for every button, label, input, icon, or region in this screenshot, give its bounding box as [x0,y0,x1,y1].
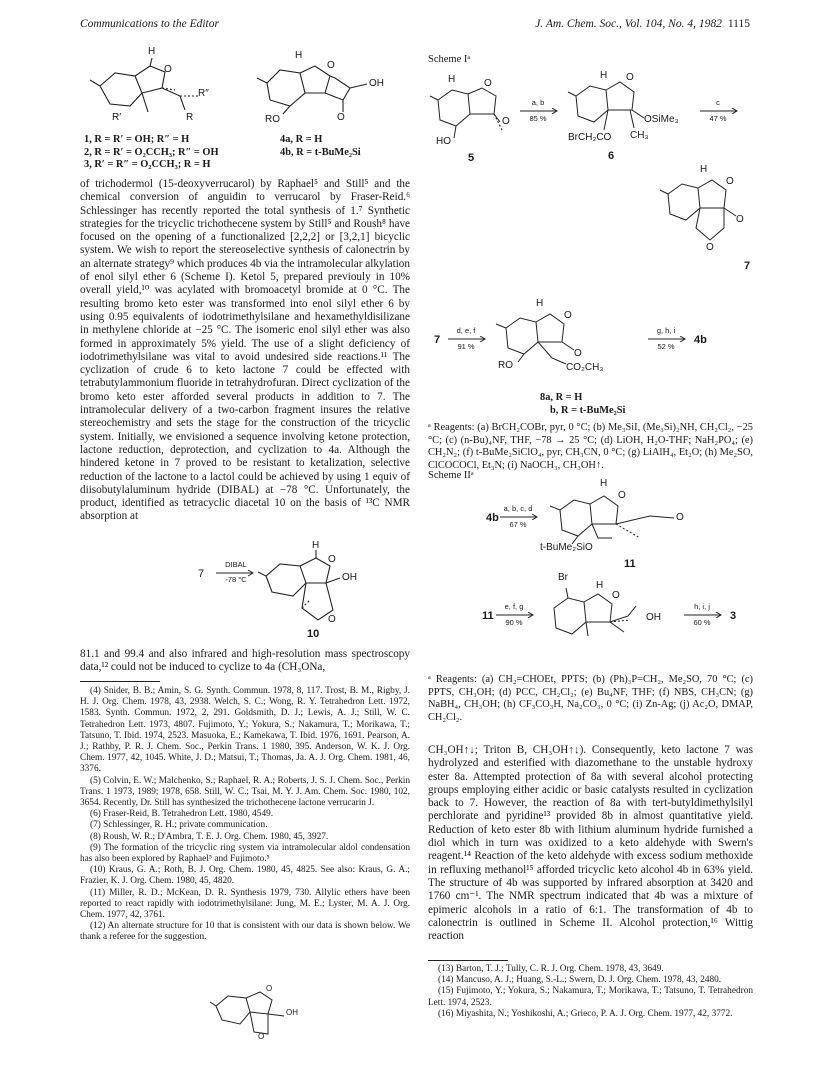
reagent-top: DIBAL [225,560,247,569]
ro-label: RO [498,360,513,371]
reagent-bottom: -78 °C [225,575,247,584]
footnote: (7) Schlessinger, R. H.; private communication. [90,820,268,831]
page-number: 1115 [727,18,750,30]
reagents-footnote: ᵃ Reagents: (a) CH₂=CHOEt, PPTS; (b) (Ph)₃P=CH₂, Me₂SO, 70 °C; (c) PPTS, CH₃OH; (d) PCC, CH₂Cl₂; (e) Bu₄NF, THF; (f) NBS, CH₃CN; (g) NaBH₄, CH₃OH; (h) CF₃CO₃H, Na₂CO₃, 0 °C; (i) Zn-Ag; (j) Ac₂O, DMAP, CH₂Cl₂. [428,674,753,723]
scheme-2-title: Scheme IIᵃ [428,470,474,481]
o-label: O [736,214,744,225]
ro-label: RO [265,114,280,125]
compound-labels-8 [540,392,625,417]
paragraph: CH₃OH↑↓; Triton B, CH₃OH↑↓). Consequently, keto lactone 7 was hydrolyzed and esterified with diazomethane to the unstable hydroxy ester 8a. Attempted protection of 8a with several alcohol protecting groups employing either acidic or basic catalysts resulted in cyclization back to 7. However, the reaction of 8a with tert-butyldimethylsilyl perchlorate and pyridine¹³ provided 8b in almost quantitative yield. Reduction of keto ester 8b with lithium aluminum hydride furnished a diol which in turn was oxidized to a keto aldehyde with Swern's reagent.¹⁴ Reaction of the keto aldehyde with excess sodium methoxide in refluxing methanol¹⁵ afforded tricyclic keto alcohol 4b in 63% yield. The structure of 4b was supported by infrared absorption at 3420 and 1760 cm⁻¹. The NMR spectrum indicated that 4b was a mixture of epimeric alcohols in a ratio of 6:1. The transformation of 4b to calonectrin is outlined in Scheme II. Alcohol protection,¹⁶ Wittig reaction [428,744,753,943]
o-label: O [502,116,510,127]
osime3-label: OSiMe₃ [644,114,679,125]
scheme-1-title: Scheme Iᵃ [428,54,471,65]
structure-4 [255,48,395,128]
dibal-reaction [80,540,410,640]
right-footnotes [428,964,753,1020]
o-label: O [612,590,620,601]
footnote: (8) Roush, W. R.; D'Ambra, T. E. J. Org. Chem. 1980, 45, 3927. [90,831,329,842]
paragraph: 81.1 and 99.4 and also infrared and high-resolution mass spectroscopy data,¹² could not be induced to cyclize to 4a (CH₃ONa, [80,648,410,674]
label-line: 3, R′ = R″ = O₂CCH₃; R = H [84,159,211,170]
step-reagents: c [716,98,720,107]
structure-7 [660,164,760,274]
scheme-2-reagents [428,674,753,724]
oh-label: OH [646,612,661,623]
footnote-rule [80,681,160,682]
footnote: (4) Snider, B. B.; Amin, S. G. Synth. Commun. 1978, 8, 117. Trost, B. M., Rigby, J. H. J. Org. Chem. 1978, 43, 2938. Welch, S. C.; Wong, R. Y. Tetrahedron Lett. 1972, 1583. Synth. Commun. 1972, 2, 291. Goldsmith, D. J.; Lewis, A. J.; Still, W. C. Tetrahedron Lett. 1973, 4807. Fujimoto, Y.; Yokura, S.; Nakamura, T.; Morikawa, T.; Tatsuno, T. Ibid. 1974, 2523. Masuoka, E.; Kamekawa, T. Ibid. 1976, 1691. Pearson, A. J.; Rathby, P. R. J. Chem. Soc., Perkin Trans. 1 1980, 395. Anderson, W. K. J. Org. Chem. 1977, 42, 1045. White, J. D.; Matsui, T.; Thomas, Ja. A. J. Org. Chem. 1981, 46, 3376. [80,686,410,775]
footnote: (16) Miyashita, N.; Yoshikoshi, A.; Grieco, P. A. J. Org. Chem. 1977, 42, 3772. [438,1008,733,1019]
footnote: (6) Fraser-Reid, B. Tetrahedron Lett. 1980, 4549. [90,809,274,820]
o-label: O [258,1032,265,1041]
product-4b-label: 4b [694,334,707,346]
compound-7-label: 7 [198,568,205,580]
brch2co-label: BrCH₂CO [568,132,612,143]
o-label: O [328,614,336,625]
structure-11 [540,478,710,568]
o-label: O [328,554,336,565]
h-label: H [600,478,608,489]
oh-label: OH [369,78,384,89]
label-line: 8a, R = H [540,392,583,403]
compound-labels-4 [280,134,410,159]
footnote: (14) Mancuso, A. J.; Huang, S.-L.; Swern, D. J. Org. Chem. 1978, 43, 2480. [438,975,722,986]
step-reagents: e, f, g [504,602,524,611]
compound-11-label: 11 [624,558,636,570]
product-3-label: 3 [730,610,737,622]
paragraph: of trichodermol (15-deoxyverrucarol) by Raphael⁵ and Still⁵ and the chemical conversion of anguidin to verrucarol by Fraser-Reid.⁶ Schlessinger has recently reported the total synthesis of 1.⁷ Synthetic strategies for the tricyclic trichothecene system by Still⁵ and Roush⁸ have focused on the opening of a functionalized [2,2,2] or [3,2,1] bicyclic system. We wish to report the stereoselective synthesis of calonectrin by an alternate strategy⁹ which produces 4b via the intramolecular alkylation of enol silyl ether 6 (Scheme I). Ketol 5, prepared previouly in 10% overall yield,¹⁰ was acylated with bromoacetyl bromide at 0 °C. The resulting bromo keto ester was transformed into enol silyl ether 6 by using 0.95 equivalents of iodotrimethylsilane and hexamethyldisilizane in methylene chloride at −25 °C. The isomeric enol silyl ether was also formed in approximately 5% yield. The use of a slight deficiency of iodotrimethylsilane was vital to avoid undesired side reactions.¹¹ The cyclization of crude 6 to keto lactone 7 could be effected with tetrabutylammonium fluoride in tetrahydrofuran. Direct cyclization of the bromo keto ester afforded several products in addition to 7. The intramolecular delivery of a two-carbon fragment insures the relative stereochemistry and sets the stage for the construction of the tricyclic system. Initially, we envisioned a sequence involving ketone protection, lactone reduction, deprotection, and cyclization to 4a. Although the hindered ketone in 7 proved to be resistant to ketalization, selective reduction of the lactone to a lactol could be achieved by using 1 equiv of diisobutylaluminum hydride (DIBAL) at −78 °C. Unfortunately, the product, identified as tetracyclic diacetal 10 on the basis of ¹³C NMR absorption at [80,178,410,523]
o-label: O [484,78,492,89]
step-yield: 85 % [529,114,547,123]
label-line: b, R = t-BuMe₂Si [550,404,626,416]
label-line: 4a, R = H [280,134,323,145]
br-label: Br [558,572,568,583]
o-label: O [564,310,572,321]
compound-11-label: 11 [482,610,494,622]
footnote: (10) Kraus, G. A.; Roth, B. J. Org. Chem. 1980, 45, 4825. See also: Kraus, G. A.; Frazier, K. J. Org. Chem. 1980, 45, 4820. [80,865,410,887]
co2ch3-label: CO₂CH₃ [566,362,604,373]
step-yield: 67 % [509,520,527,529]
ch3-label: CH₃ [630,130,649,141]
label-line: 2, R = R′ = O₂CCH₃; R″ = OH [84,146,219,158]
running-head-left: Communications to the Editor [80,18,219,30]
h-label: H [312,540,320,551]
o-label: O [327,60,335,71]
structure-trichothecene-1-3 [90,48,210,128]
step-yield: 52 % [657,342,675,351]
structure-6 [568,66,688,166]
footnote: (12) An alternate structure for 10 that is consistent with our data is shown below. We thank a referee for the suggestion. [80,921,410,943]
h-label: H [536,298,544,309]
structure-8 [496,298,636,388]
oh-label: OH [342,572,357,583]
h-label: H [700,164,708,175]
h-label: H [596,580,604,591]
step-reagents: h, i, j [694,602,710,611]
o-label: O [618,490,626,501]
step-reagents: a, b [531,98,545,107]
journal-citation: J. Am. Chem. Soc., Vol. 104, No. 4, 1982 [535,18,722,30]
oh-label: OH [286,1008,298,1017]
h-label: H [148,46,156,57]
footnote-rule [428,960,508,961]
structure-bromo [540,572,680,656]
start-4b-label: 4b [486,512,499,524]
label-line: 4b, R = t-BuMe₂Si [280,146,361,158]
step-yield: 60 % [693,618,711,627]
structure-5 [430,72,510,162]
label-line: 1, R = R′ = OH; R″ = H [84,134,190,145]
footnote: (11) Miller, R. D.; McKean, D. R. Synthesis 1979, 730. Allylic ethers have been reported to react rapidly with iodotrimethylsilane: Jung, M. E.; Lyster, M. A. J. Org. Chem. 1977, 42, 3761. [80,887,410,921]
footnote: (5) Colvin, E. W.; Malchenko, S.; Raphael, R. A.; Roberts, J. S. J. Chem. Soc., Perkin Trans. 1 1973, 1989; 1978, 658. Still, W. C.; Tsai, M. Y. J. Am. Chem. Soc. 1980, 102, 3654. Recently, Dr. Still has synthesized the trichothecene lactone verrucarin J. [80,775,410,809]
o-label: O [626,72,634,83]
structure-10-alternate [210,982,320,1044]
step-yield: 90 % [505,618,523,627]
compound-10-label: 10 [307,628,320,640]
ho-label: HO [436,136,451,147]
o-label: O [706,242,714,253]
compound-7-label: 7 [434,334,441,346]
footnote: (13) Barton, T. J.; Tully, C. R. J. Org. Chem. 1978, 43, 3649. [438,964,664,974]
compound-6-label: 6 [608,150,615,162]
r-label: R [186,112,194,123]
footnote: (9) The formation of the tricyclic ring system via intramolecular aldol condensation has also been explored by Raphael⁵ and Fujimoto.⁵ [80,842,410,865]
o-label: O [726,176,734,187]
tbu-label: t-BuMe₂SiO [540,542,593,553]
left-body-text-2 [80,648,410,675]
o-label: O [676,512,684,523]
compound-labels-1-3 [84,134,264,172]
step-reagents: g, h, i [656,326,676,335]
compound-5-label: 5 [468,152,475,164]
step-reagents: d, e, f [456,326,476,335]
running-head-right [535,18,750,30]
h-label: H [448,74,456,85]
footnote: (15) Fujimoto, Y.; Yokura, S.; Nakamura, T.; Morikawa, T.; Tatsuno, T. Tetrahedron Lett. 1974, 2523. [428,986,753,1008]
r1-label: R′ [112,112,122,123]
o-label: O [574,348,582,359]
step-reagents: a, b, c, d [503,504,533,513]
o-label: O [164,64,172,75]
compound-7-label: 7 [744,260,751,272]
right-body-text [428,744,753,943]
step-yield: 91 % [457,342,475,351]
o-label: O [337,112,345,123]
o-label: O [266,984,273,993]
scheme-1-reagents [428,422,753,472]
h-label: H [600,70,608,81]
r2-label: R″ [198,88,209,99]
step-yield: 47 % [709,114,727,123]
h-label: H [295,50,303,61]
reagents-footnote: ᵃ Reagents: (a) BrCH₂COBr, pyr, 0 °C; (b) Me₃SiI, (Me₃Si)₂NH, CH₂Cl₂, −25 °C; (c) (n-Bu)₄NF, THF, −78 → 25 °C; (d) LiOH, H₂O-THF; NaH₂PO₄; (e) CH₂N₂; (f) t-BuMe₂SiClO₄, pyr, CH₃CN, 0 °C; (g) LiAlH₄, Et₂O; (h) Me₂SO, ClCOCOCl, Et₃N; (i) NaOCH₃, CH₃OH↑. [428,422,753,471]
left-body-text [80,178,410,524]
left-footnotes [80,686,410,944]
